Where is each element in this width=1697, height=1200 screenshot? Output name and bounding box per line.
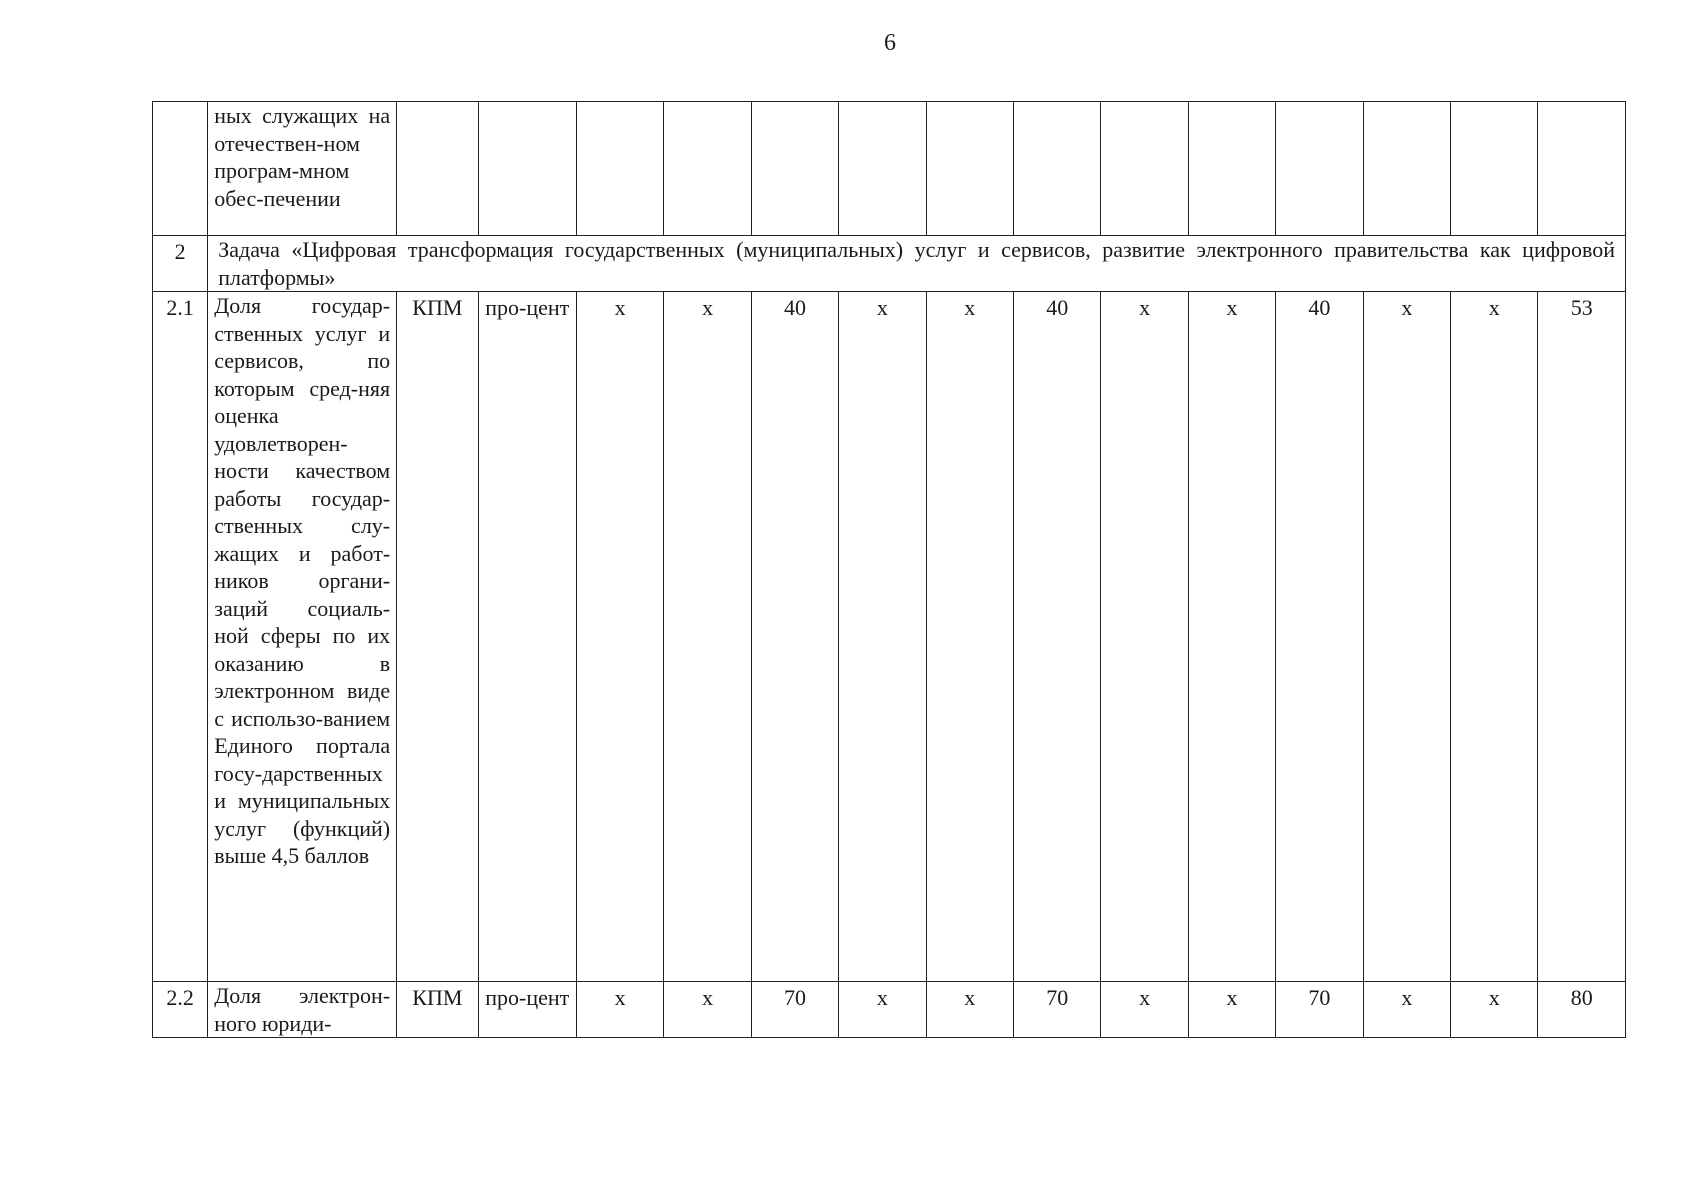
table-row <box>153 292 1626 982</box>
indicator-name-cell: Доля электрон-ного юриди- <box>208 982 397 1038</box>
value-cell: х <box>576 982 663 1038</box>
row-number-cell: 2.2 <box>153 982 208 1038</box>
unit-cell: про-цент <box>478 982 576 1038</box>
type-cell <box>397 102 478 236</box>
type-cell: КПМ <box>397 292 478 982</box>
indicator-name-cell: ных служащих на отечествен-ном програм-мном обес-печении <box>208 102 397 236</box>
value-cell: 80 <box>1538 982 1626 1038</box>
row-number-cell: 2 <box>153 236 208 292</box>
value-cell <box>1363 102 1450 236</box>
value-cell: 53 <box>1538 292 1626 982</box>
value-cell: х <box>1188 292 1275 982</box>
value-cell: х <box>1451 292 1538 982</box>
value-cell: х <box>1451 982 1538 1038</box>
value-cell: х <box>576 292 663 982</box>
value-cell: 70 <box>751 982 838 1038</box>
indicator-name-cell: Доля государ-ственных услуг и сервисов, по которым сред-няя оценка удовлетворен-ности качеством работы государ-ственных слу-жащих и работ-ников органи-заций социаль-ной сферы по их оказанию в электронном виде с использо-ванием Единого портала госу-дарственных и муниципальных услуг (функций) выше 4,5 баллов <box>208 292 397 982</box>
value-cell: 40 <box>1276 292 1363 982</box>
task-title-cell: Задача «Цифровая трансформация государственных (муниципальных) услуг и сервисов, развитие электронного правительства как цифровой платформы» <box>208 236 1626 292</box>
row-number-cell: 2.1 <box>153 292 208 982</box>
value-cell <box>926 102 1013 236</box>
page-number: 6 <box>884 30 896 56</box>
value-cell <box>1276 102 1363 236</box>
value-cell <box>1538 102 1626 236</box>
row-number-cell <box>153 102 208 236</box>
value-cell <box>1451 102 1538 236</box>
indicators-table <box>152 101 1626 1038</box>
value-cell: х <box>926 982 1013 1038</box>
value-cell <box>839 102 926 236</box>
unit-cell: про-цент <box>478 292 576 982</box>
value-cell: 40 <box>751 292 838 982</box>
value-cell: х <box>1188 982 1275 1038</box>
value-cell <box>751 102 838 236</box>
value-cell: х <box>1101 982 1188 1038</box>
value-cell <box>1101 102 1188 236</box>
value-cell <box>664 102 751 236</box>
value-cell <box>1188 102 1275 236</box>
continuation-row <box>153 102 1626 236</box>
value-cell <box>1014 102 1101 236</box>
value-cell: х <box>1101 292 1188 982</box>
value-cell: 70 <box>1276 982 1363 1038</box>
value-cell: 40 <box>1014 292 1101 982</box>
value-cell <box>576 102 663 236</box>
value-cell: х <box>664 292 751 982</box>
task-row <box>153 236 1626 292</box>
table-row <box>153 982 1626 1038</box>
value-cell: х <box>839 292 926 982</box>
value-cell: х <box>926 292 1013 982</box>
value-cell: 70 <box>1014 982 1101 1038</box>
value-cell: х <box>1363 982 1450 1038</box>
type-cell: КПМ <box>397 982 478 1038</box>
unit-cell <box>478 102 576 236</box>
value-cell: х <box>664 982 751 1038</box>
value-cell: х <box>1363 292 1450 982</box>
value-cell: х <box>839 982 926 1038</box>
